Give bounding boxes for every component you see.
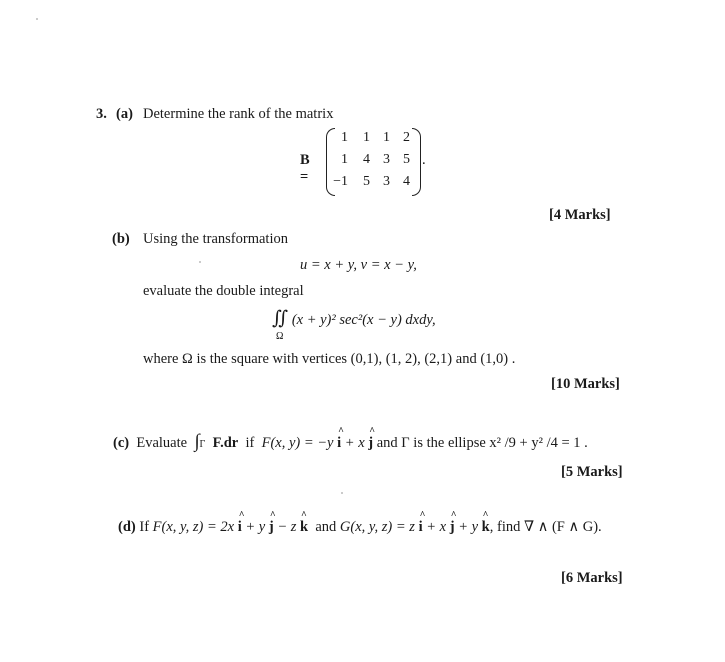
unit-i: ^ i — [238, 519, 242, 536]
matrix-cell: 1 — [341, 152, 348, 167]
unit-i: ^ i — [337, 435, 341, 452]
integral-region: Ω — [276, 331, 284, 342]
integrand: (x + y)² sec²(x − y) dxdy, — [291, 312, 436, 328]
if-text: If — [139, 519, 150, 535]
matrix-cell: 1 — [383, 130, 390, 145]
matrix-cell: 5 — [403, 152, 410, 167]
and-text: and — [315, 519, 337, 535]
part-c-line — [113, 431, 588, 453]
matrix-cell: 5 — [363, 174, 370, 189]
scan-speck — [36, 18, 38, 20]
unit-i: ^ i — [419, 519, 423, 536]
matrix-cell: 3 — [383, 152, 390, 167]
question-number: 3. — [96, 106, 107, 122]
part-d-marks: [6 Marks] — [561, 570, 623, 586]
field-f: F(x, y) = −y — [261, 435, 334, 451]
part-b-marks: [10 Marks] — [551, 376, 620, 392]
unit-k: ^ k — [300, 519, 308, 536]
part-a-text: Determine the rank of the matrix — [143, 106, 334, 122]
g-term-x: + x — [426, 519, 447, 535]
matrix-cell: 4 — [363, 152, 370, 167]
part-a-label: (a) — [116, 106, 133, 122]
contour-gamma: Γ — [199, 439, 206, 450]
part-b-label: (b) — [112, 231, 130, 247]
part-b-transformation: u = x + y, v = x − y, — [300, 257, 417, 273]
scan-speck — [341, 492, 343, 494]
matrix-cell: 1 — [341, 130, 348, 145]
part-c-label: (c) — [113, 435, 130, 451]
unit-k: ^ k — [482, 519, 490, 536]
matrix-right-paren — [412, 128, 421, 196]
plus-x: + x — [344, 435, 365, 451]
unit-j: ^ j — [269, 519, 274, 536]
part-d-label: (d) — [118, 519, 136, 535]
part-d-line — [118, 519, 602, 536]
part-c-text: Evaluate — [136, 435, 188, 451]
scan-speck — [199, 261, 201, 263]
matrix-cell: −1 — [333, 174, 348, 189]
part-b-text: Using the transformation — [143, 231, 288, 247]
matrix-cell: 2 — [403, 130, 410, 145]
f-term-z: − z — [277, 519, 297, 535]
ellipse-text: and Γ is the ellipse x² /9 + y² /4 = 1 . — [376, 435, 588, 451]
part-b-text2: evaluate the double integral — [143, 283, 304, 299]
double-integral — [272, 307, 436, 330]
matrix-cell: 3 — [383, 174, 390, 189]
f-term-y: + y — [245, 519, 266, 535]
line-integral-sign: ∫ — [194, 431, 200, 452]
double-integral-sign: ∬ — [272, 308, 289, 329]
field-g: G(x, y, z) = z — [339, 519, 415, 535]
unit-j: ^ j — [368, 435, 373, 452]
find-text: , find ∇ ∧ (F ∧ G). — [489, 519, 602, 535]
matrix-label: B = — [300, 152, 310, 185]
g-term-y: + y — [458, 519, 479, 535]
matrix-end-dot: . — [422, 152, 426, 168]
matrix-cell: 1 — [363, 130, 370, 145]
matrix-cell: 4 — [403, 174, 410, 189]
f-dot-dr: F.dr — [212, 435, 239, 451]
part-b-where: where Ω is the square with vertices (0,1), (1, 2), (2,1) and (1,0) . — [143, 351, 516, 367]
unit-j: ^ j — [450, 519, 455, 536]
field-f: F(x, y, z) = 2x — [152, 519, 235, 535]
if-text: if — [245, 435, 255, 451]
part-c-marks: [5 Marks] — [561, 464, 623, 480]
part-a-marks: [4 Marks] — [549, 207, 611, 223]
